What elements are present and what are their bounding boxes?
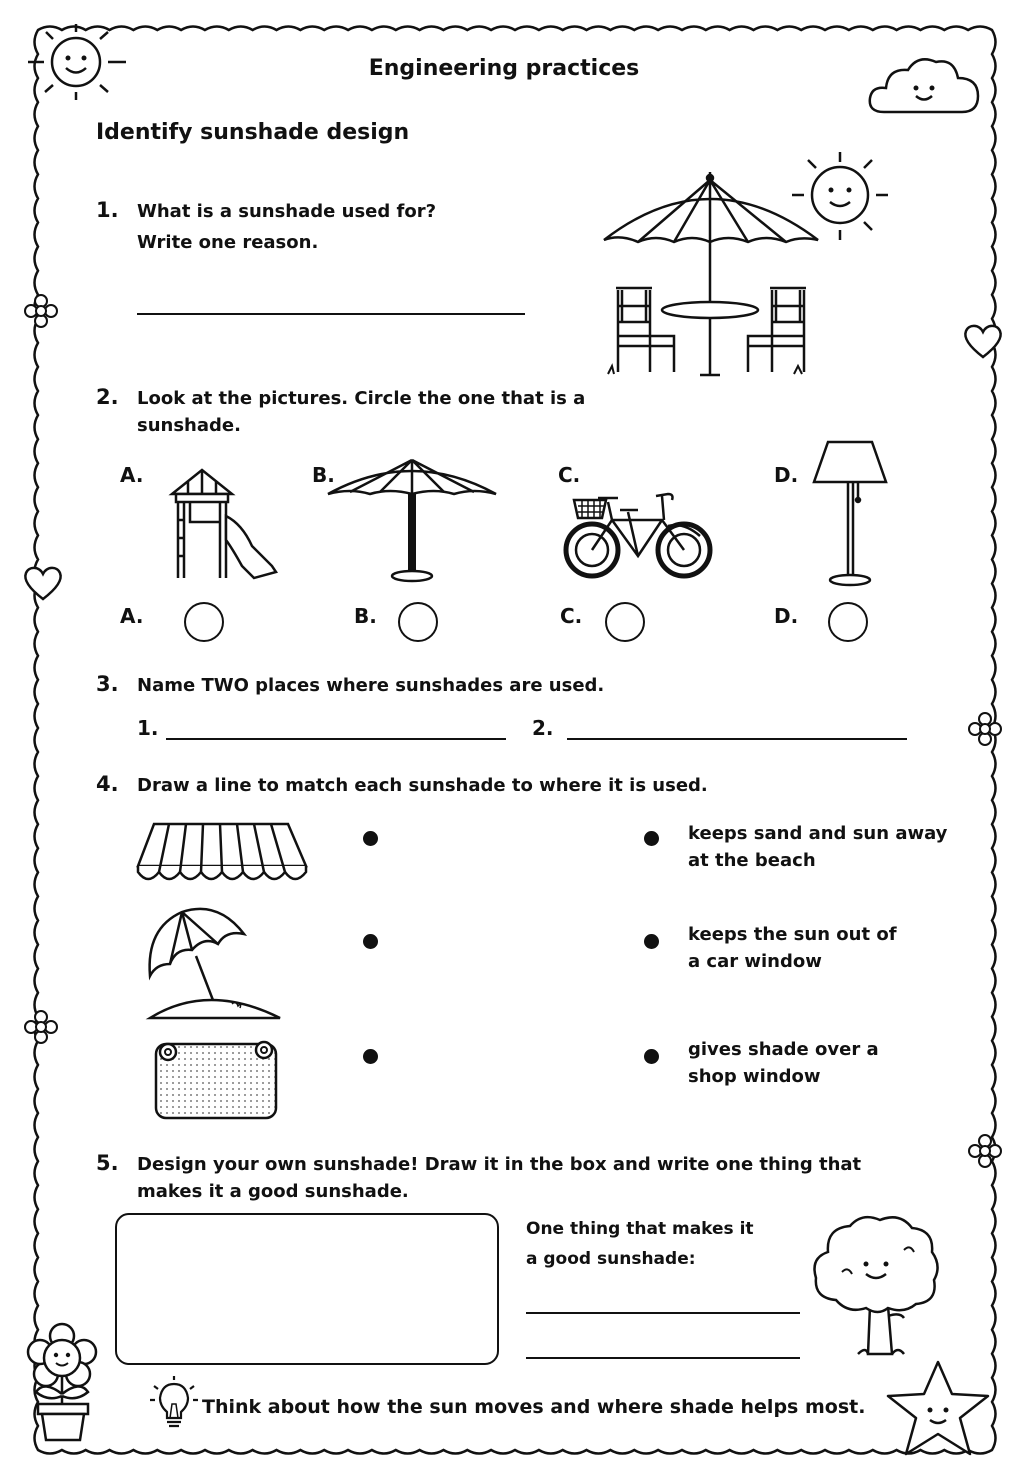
- good-sunshade-answer-line-1[interactable]: [526, 1312, 800, 1314]
- good-sunshade-prompt: [526, 1214, 754, 1274]
- flower-icon: [24, 1010, 58, 1044]
- question-5-line-2: makes it a good sunshade.: [137, 1181, 409, 1202]
- answer-circle-c[interactable]: [605, 602, 645, 642]
- match-dot-left-1[interactable]: [363, 831, 378, 846]
- question-2-line-2: sunshade.: [137, 415, 241, 436]
- question-5-text: [137, 1151, 861, 1205]
- flower-icon: [968, 712, 1002, 746]
- picture-label-a: A.: [120, 463, 144, 487]
- good-sunshade-prompt-line-1: One thing that makes it: [526, 1219, 754, 1239]
- answer-circle-d[interactable]: [828, 602, 868, 642]
- place-1-answer-line[interactable]: [166, 738, 506, 740]
- question-4-text: Draw a line to match each sunshade to where it is used.: [137, 775, 708, 796]
- picture-label-c: C.: [558, 463, 581, 487]
- page-title: Engineering practices: [368, 56, 640, 81]
- answer-label-a: A.: [120, 604, 144, 628]
- footer-tip: Think about how the sun moves and where shade helps most.: [202, 1396, 866, 1418]
- good-sunshade-prompt-line-2: a good sunshade:: [526, 1249, 696, 1269]
- blank-1-label: 1.: [137, 716, 159, 740]
- answer-circle-b[interactable]: [398, 602, 438, 642]
- design-drawing-box[interactable]: [115, 1213, 499, 1365]
- beach-umbrella-icon: [148, 904, 284, 1022]
- lightbulb-icon: [150, 1376, 198, 1432]
- question-5-number: 5.: [96, 1151, 119, 1175]
- match-dot-left-2[interactable]: [363, 934, 378, 949]
- match-place-1-line-1: keeps sand and sun away: [688, 823, 948, 844]
- sun-face-icon: [28, 22, 128, 102]
- question-1-line-1: What is a sunshade used for?: [137, 201, 437, 222]
- bicycle-icon[interactable]: [564, 486, 716, 582]
- cloud-face-icon: [866, 50, 984, 120]
- flower-icon: [24, 294, 58, 328]
- match-dot-right-3[interactable]: [644, 1049, 659, 1064]
- match-place-1-line-2: at the beach: [688, 850, 816, 871]
- shop-awning-icon: [136, 822, 308, 888]
- flower-icon: [968, 1134, 1002, 1168]
- question-1-text: [137, 198, 436, 256]
- place-2-answer-line[interactable]: [567, 738, 907, 740]
- answer-label-c: C.: [560, 604, 583, 628]
- answer-circle-a[interactable]: [184, 602, 224, 642]
- umbrella-sunshade-icon[interactable]: [324, 456, 500, 582]
- patio-umbrella-table-icon: [600, 150, 895, 380]
- floor-lamp-icon[interactable]: [812, 438, 890, 590]
- question-2-line-1: Look at the pictures. Circle the one that is a: [137, 388, 586, 409]
- answer-label-d: D.: [774, 604, 799, 628]
- picture-label-d: D.: [774, 463, 799, 487]
- match-place-3-line-2: shop window: [688, 1066, 821, 1087]
- match-place-3: [688, 1036, 879, 1090]
- window-sunshade-icon: [152, 1038, 282, 1122]
- question-4-number: 4.: [96, 772, 119, 796]
- match-dot-right-1[interactable]: [644, 831, 659, 846]
- potted-flower-icon: [22, 1322, 102, 1444]
- question-2-text: [137, 385, 585, 439]
- question-3-text: Name TWO places where sunshades are used.: [137, 675, 605, 696]
- question-1-number: 1.: [96, 198, 119, 222]
- match-place-1: [688, 820, 947, 874]
- match-place-2: [688, 921, 897, 975]
- question-5-line-1: Design your own sunshade! Draw it in the box and write one thing that: [137, 1154, 862, 1175]
- question-1-line-2: Write one reason.: [137, 232, 319, 253]
- tree-face-icon: [812, 1214, 942, 1362]
- question-1-answer-line[interactable]: [137, 313, 525, 315]
- good-sunshade-answer-line-2[interactable]: [526, 1357, 800, 1359]
- heart-icon: [22, 564, 64, 602]
- match-dot-left-3[interactable]: [363, 1049, 378, 1064]
- match-place-2-line-1: keeps the sun out of: [688, 924, 897, 945]
- question-2-number: 2.: [96, 385, 119, 409]
- star-face-icon: [882, 1358, 994, 1462]
- blank-2-label: 2.: [532, 716, 554, 740]
- worksheet-subtitle: Identify sunshade design: [96, 120, 410, 145]
- answer-label-b: B.: [354, 604, 377, 628]
- picture-label-b: B.: [312, 463, 335, 487]
- playground-slide-icon[interactable]: [168, 466, 280, 582]
- question-3-number: 3.: [96, 672, 119, 696]
- match-place-3-line-1: gives shade over a: [688, 1039, 879, 1060]
- match-dot-right-2[interactable]: [644, 934, 659, 949]
- heart-icon: [962, 322, 1004, 360]
- match-place-2-line-2: a car window: [688, 951, 822, 972]
